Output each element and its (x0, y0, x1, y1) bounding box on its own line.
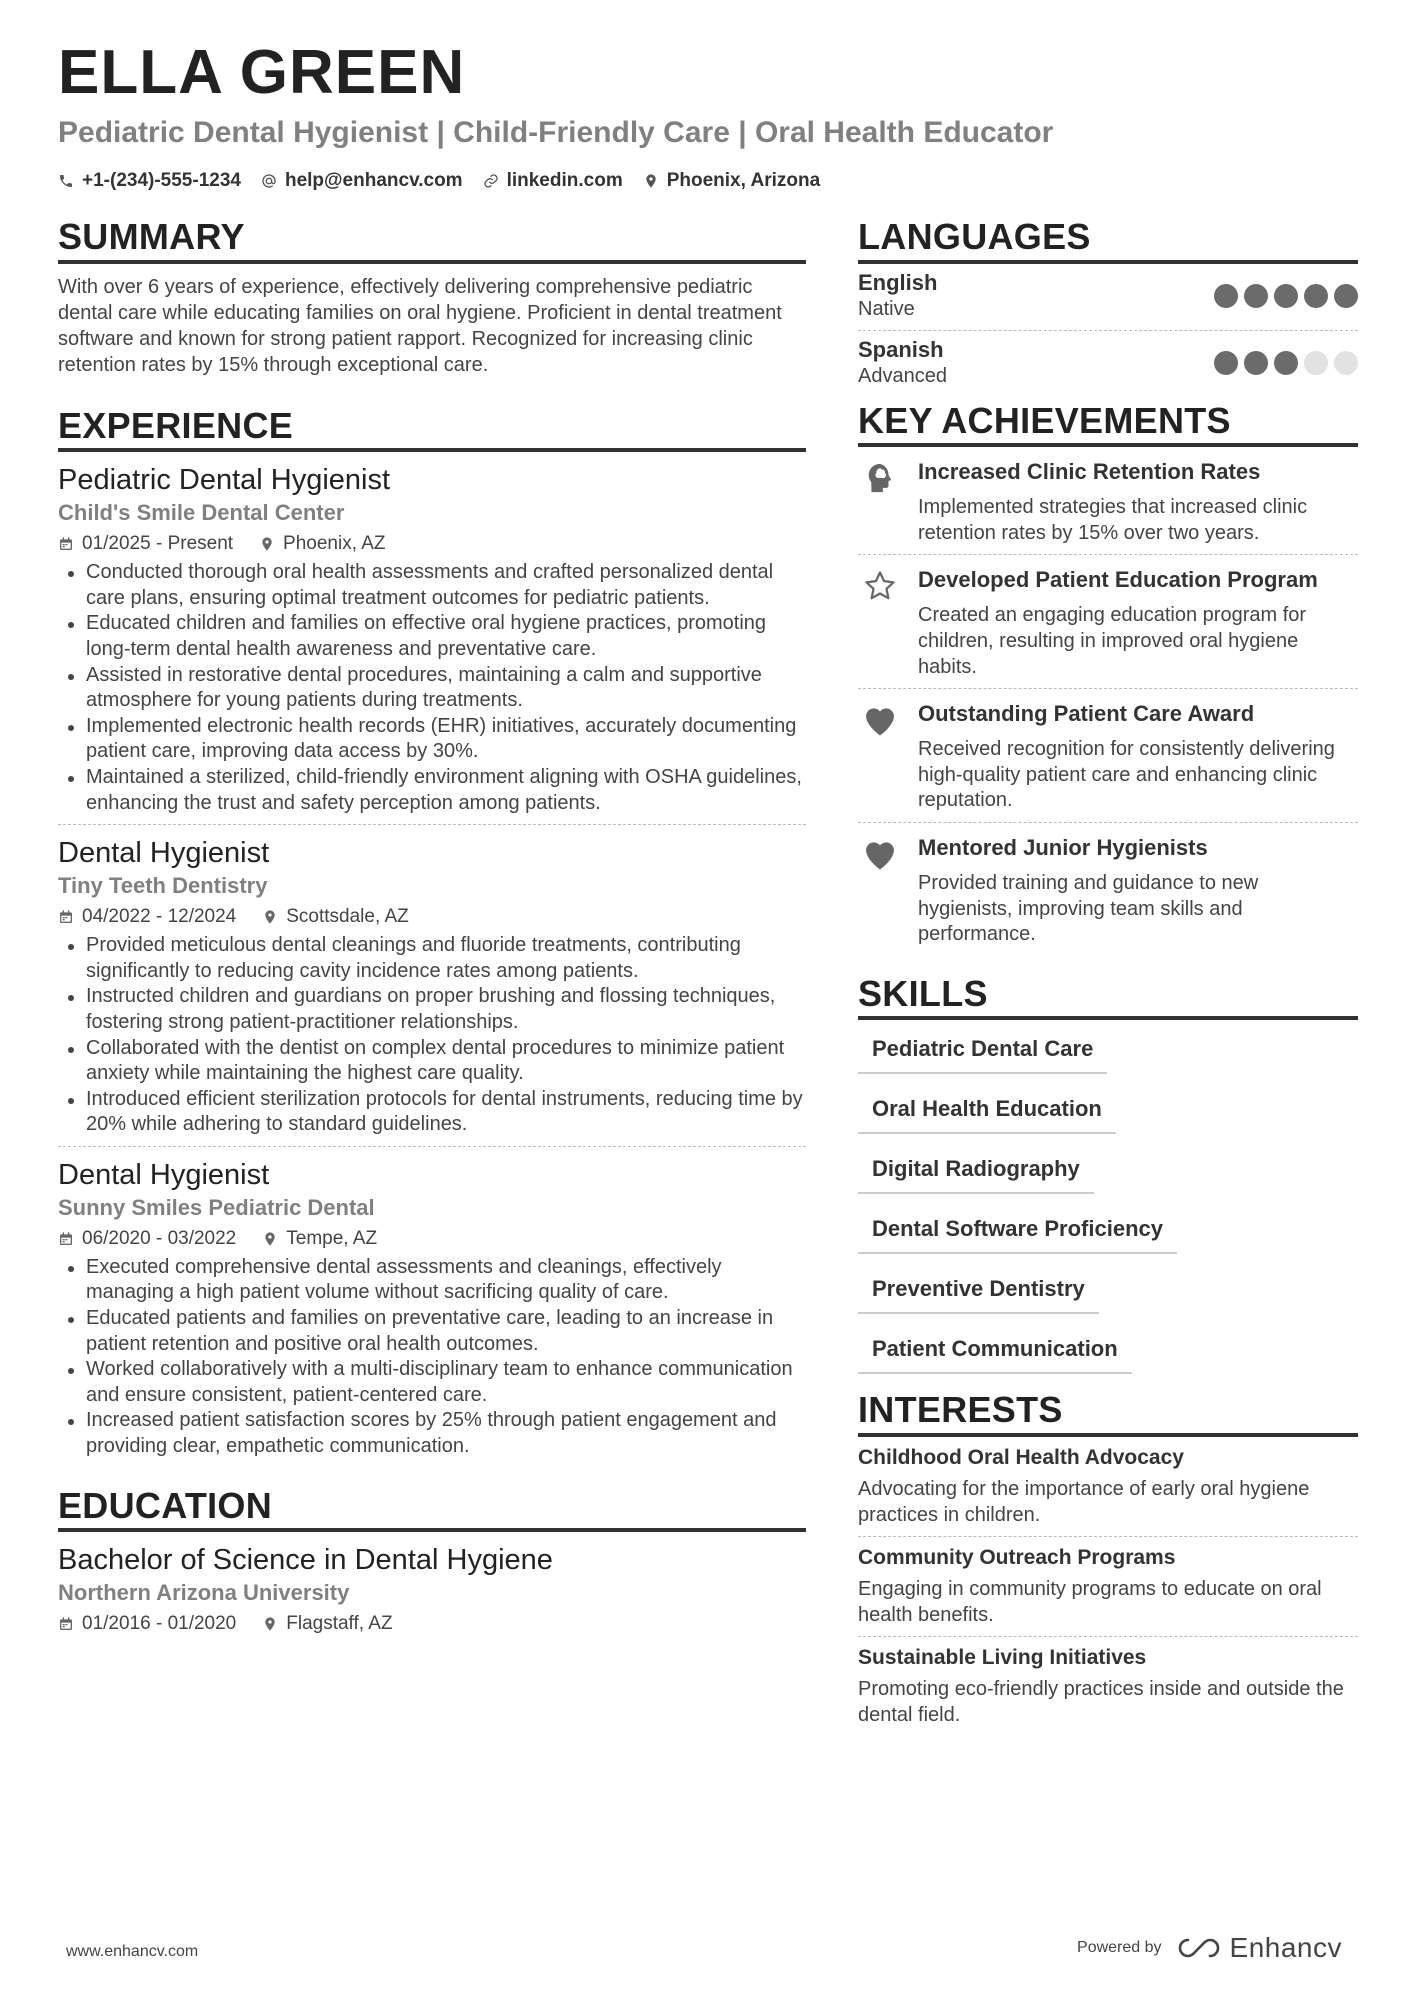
degree-title: Bachelor of Science in Dental Hygiene (58, 1544, 553, 1577)
education-location-text: Flagstaff, AZ (286, 1613, 393, 1635)
job-location-text: Tempe, AZ (286, 1227, 378, 1249)
brand-name: Enhancv (1229, 1932, 1342, 1963)
job-bullets (58, 560, 806, 816)
phone-icon (58, 173, 74, 189)
job-dates-text: 01/2025 - Present (82, 533, 234, 555)
interest-description: Engaging in community programs to educate on oral health benefits. (858, 1578, 1322, 1626)
link-icon (483, 173, 499, 189)
achievement-description: Implemented strategies that increased clinic retention rates by 15% over two years. (918, 496, 1308, 544)
bullet-item: Introduced efficient sterilization protocols for dental instruments, reducing time by 20% while adhering to standard guidelines. (58, 1087, 806, 1138)
job-bullets (58, 1255, 806, 1460)
achievement-title: Outstanding Patient Care Award (918, 701, 1255, 727)
achievement-title: Increased Clinic Retention Rates (918, 459, 1261, 485)
contact-phone-text: +1-(234)-555-1234 (82, 170, 241, 191)
interests-heading: INTERESTS (858, 1390, 1358, 1437)
interests-section (858, 1390, 1358, 1736)
job-dates (58, 903, 236, 931)
achievement-item (858, 822, 1358, 956)
interest-item (858, 1636, 1358, 1736)
bullet-item: Provided meticulous dental cleanings and fluoride treatments, contributing significantly to reducing cavity incidence rates among patients. (58, 933, 806, 984)
contact-location-text: Phoenix, Arizona (666, 170, 821, 191)
skill-tag: Digital Radiography (858, 1150, 1094, 1194)
interest-description: Promoting eco-friendly practices inside and outside the dental field. (858, 1678, 1344, 1726)
education-section (58, 1486, 806, 1639)
rating-dot-empty (1304, 351, 1328, 375)
job-meta (58, 1225, 806, 1253)
interest-description: Advocating for the importance of early oral hygiene practices in children. (858, 1477, 1310, 1526)
rating-dot-filled (1244, 284, 1268, 308)
job-title: Pediatric Dental Hygienist (58, 464, 391, 497)
contact-phone[interactable] (58, 170, 241, 192)
education-entry (58, 1532, 806, 1638)
bullet-item: Educated patients and families on preventative care, leading to an increase in patient retention and positive oral health outcomes. (58, 1306, 806, 1357)
bullet-item: Maintained a sterilized, child-friendly environment aligning with OSHA guidelines, enhancing the trust and safety perception among patients. (58, 765, 806, 816)
rating-dot-filled (1214, 351, 1238, 375)
skill-tag: Pediatric Dental Care (858, 1030, 1107, 1074)
job-dates-text: 06/2020 - 03/2022 (82, 1227, 237, 1249)
achievement-item (858, 447, 1358, 554)
skill-tag: Dental Software Proficiency (858, 1210, 1177, 1254)
heart-icon (861, 837, 899, 871)
bullet-item: Conducted thorough oral health assessments and crafted personalized dental care plans, ensuring optimal treatment outcomes for pediatric patients. (58, 560, 806, 611)
bullet-item: Executed comprehensive dental assessments and cleanings, effectively managing a high patient volume without sacrificing quality of care. (58, 1255, 806, 1306)
interest-item (858, 1536, 1358, 1636)
job-location (259, 530, 385, 558)
calendar-icon (58, 1616, 74, 1632)
achievement-description: Received recognition for consistently delivering high-quality patient care and enhancing clinic reputation. (918, 738, 1335, 812)
footer-website[interactable]: www.enhancv.com (66, 1943, 199, 1960)
language-rating (1214, 284, 1358, 308)
job-dates (58, 530, 233, 558)
powered-by-label: Powered by (1077, 1939, 1162, 1956)
at-icon (261, 173, 277, 189)
contact-linkedin-text: linkedin.com (506, 170, 623, 191)
contact-email[interactable] (261, 170, 463, 192)
enhancv-logo-icon (1176, 1936, 1222, 1960)
skills-section (858, 974, 1358, 1375)
language-level: Advanced (858, 364, 947, 387)
summary-section (58, 217, 806, 378)
language-item (858, 330, 1358, 397)
language-rating (1214, 351, 1358, 375)
achievement-description: Provided training and guidance to new hygienists, improving team skills and performance. (918, 871, 1259, 946)
heart-icon (861, 703, 899, 737)
summary-heading: SUMMARY (58, 217, 806, 264)
achievement-title: Mentored Junior Hygienists (918, 834, 1208, 860)
job-meta (58, 903, 806, 931)
rating-dot-filled (1274, 351, 1298, 375)
education-dates (58, 1610, 236, 1638)
calendar-icon (58, 536, 74, 552)
rating-dot-filled (1244, 351, 1268, 375)
summary-text: With over 6 years of experience, effectively delivering comprehensive pediatric dental care while educating families on oral hygiene. Proficient in dental treatment software and known for strong patient rapport. Recognized for increasing clinic retention rates by 15% through exceptional care. (58, 275, 782, 376)
interest-title: Community Outreach Programs (858, 1546, 1176, 1570)
star-icon (863, 569, 897, 603)
candidate-name: ELLA GREEN (58, 38, 466, 107)
skills-list (858, 1020, 1358, 1374)
skills-heading: SKILLS (858, 974, 1358, 1021)
achievements-heading: KEY ACHIEVEMENTS (858, 401, 1358, 448)
job-location (262, 903, 409, 931)
job-dates (58, 1225, 236, 1253)
bullet-item: Educated children and families on effective oral hygiene practices, promoting long-term dental health awareness and preventative care. (58, 611, 806, 662)
language-name: Spanish (858, 336, 944, 362)
company-name: Tiny Teeth Dentistry (58, 873, 268, 899)
interest-item (858, 1437, 1358, 1536)
calendar-icon (58, 1231, 74, 1247)
skill-tag: Preventive Dentistry (858, 1270, 1099, 1314)
right-column (858, 217, 1358, 1736)
footer-branding (1077, 1932, 1342, 1964)
skill-tag: Oral Health Education (858, 1090, 1116, 1134)
job-title: Dental Hygienist (58, 1158, 270, 1191)
left-column (58, 217, 806, 1638)
education-dates-text: 01/2016 - 01/2020 (82, 1613, 237, 1635)
experience-entry (58, 1146, 806, 1460)
bullet-item: Increased patient satisfaction scores by 25% through patient engagement and providing clear, empathetic communication. (58, 1408, 806, 1459)
job-location-text: Phoenix, AZ (283, 533, 386, 555)
experience-section (58, 406, 806, 1460)
company-name: Sunny Smiles Pediatric Dental (58, 1194, 375, 1220)
job-title: Dental Hygienist (58, 837, 270, 870)
location-pin-icon (262, 1231, 278, 1247)
contact-bar (58, 170, 820, 192)
languages-section (858, 217, 1358, 397)
school-name: Northern Arizona University (58, 1580, 350, 1606)
language-item (858, 264, 1358, 330)
calendar-icon (58, 909, 74, 925)
languages-heading: LANGUAGES (858, 217, 1358, 264)
bullet-item: Implemented electronic health records (EHR) initiatives, accurately documenting patient care, improving data access by 30%. (58, 714, 806, 765)
company-name: Child's Smile Dental Center (58, 500, 345, 526)
location-pin-icon (262, 1616, 278, 1632)
location-pin-icon (259, 536, 275, 552)
bullet-item: Instructed children and guardians on proper brushing and flossing techniques, fostering strong patient-practitioner relationships. (58, 984, 806, 1035)
achievement-description: Created an engaging education program for children, resulting in improved oral hygiene habits. (918, 604, 1307, 678)
rating-dot-empty (1334, 351, 1358, 375)
education-meta (58, 1610, 806, 1638)
location-pin-icon (262, 909, 278, 925)
achievement-item (858, 554, 1358, 688)
experience-entry (58, 452, 806, 816)
achievement-title: Developed Patient Education Program (918, 567, 1318, 593)
achievements-section (858, 401, 1358, 956)
education-location (262, 1610, 392, 1638)
job-dates-text: 04/2022 - 12/2024 (82, 906, 237, 928)
bullet-item: Collaborated with the dentist on complex dental procedures to minimize patient anxiety while maintaining the highest care quality. (58, 1036, 806, 1087)
interest-title: Childhood Oral Health Advocacy (858, 1445, 1184, 1469)
skill-tag: Patient Communication (858, 1330, 1132, 1374)
candidate-tagline: Pediatric Dental Hygienist | Child-Friendly Care | Oral Health Educator (58, 116, 1054, 149)
bullet-item: Worked collaboratively with a multi-disciplinary team to enhance communication and ensure consistent, patient-centered care. (58, 1357, 806, 1408)
interest-title: Sustainable Living Initiatives (858, 1646, 1147, 1670)
rating-dot-filled (1214, 284, 1238, 308)
brand-logo[interactable] (1176, 1932, 1342, 1964)
head-brain-icon (863, 461, 897, 495)
bullet-item: Assisted in restorative dental procedures, maintaining a calm and supportive atmosphere for young patients during treatments. (58, 663, 806, 714)
job-bullets (58, 933, 806, 1138)
experience-heading: EXPERIENCE (58, 406, 806, 453)
rating-dot-filled (1274, 284, 1298, 308)
language-level: Native (858, 297, 915, 320)
contact-location (643, 170, 820, 192)
location-pin-icon (643, 173, 659, 189)
contact-linkedin[interactable] (483, 170, 623, 192)
rating-dot-filled (1304, 284, 1328, 308)
contact-email-text: help@enhancv.com (284, 170, 463, 191)
job-location-text: Scottsdale, AZ (286, 906, 409, 928)
language-name: English (858, 269, 938, 295)
job-location (262, 1225, 377, 1253)
achievement-item (858, 688, 1358, 822)
job-meta (58, 530, 806, 558)
rating-dot-filled (1334, 284, 1358, 308)
experience-entry (58, 824, 806, 1138)
education-heading: EDUCATION (58, 1486, 806, 1533)
